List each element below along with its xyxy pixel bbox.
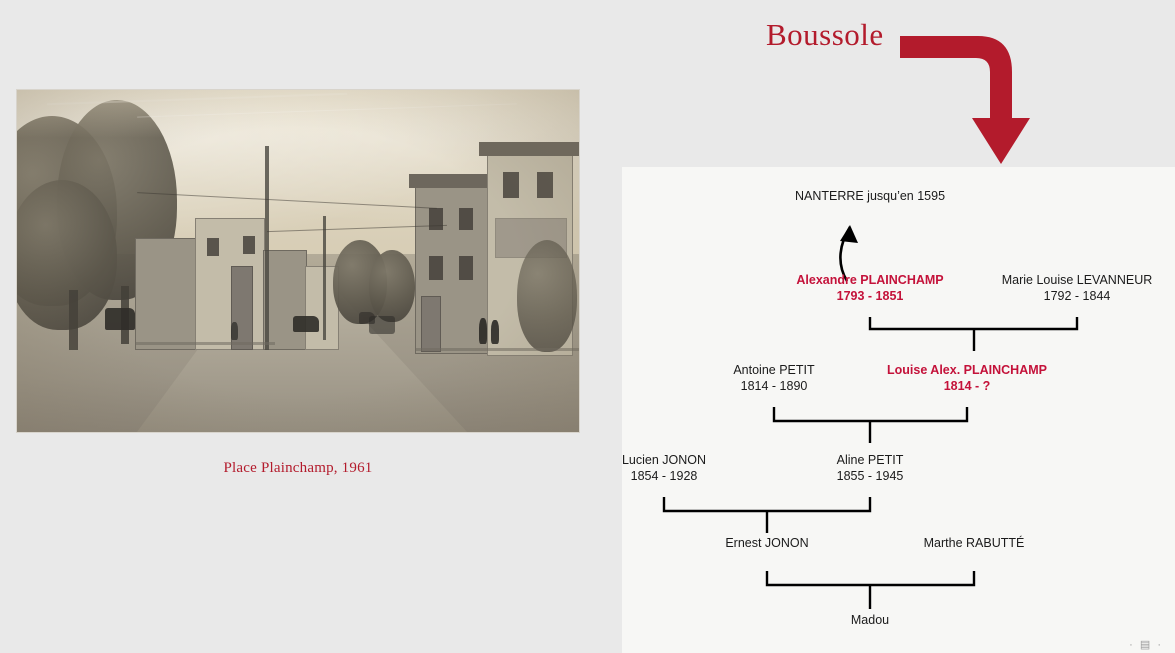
- node-name: Alexandre PLAINCHAMP: [796, 273, 944, 287]
- tree-icon: [369, 250, 415, 322]
- shop-doorway: [421, 296, 441, 352]
- window: [459, 256, 473, 280]
- node-dates: 1855 - 1945: [836, 468, 904, 483]
- tree-connectors: [622, 167, 1175, 653]
- node-dates: 1793 - 1851: [836, 288, 904, 303]
- node-name: Antoine PETIT: [733, 363, 815, 377]
- node-name: Ernest JONON: [725, 536, 809, 550]
- node-dates: 1814 - 1890: [740, 378, 808, 393]
- window: [503, 172, 519, 198]
- family-tree-panel: [622, 167, 1175, 653]
- window: [429, 256, 443, 280]
- node-name: Marie Louise LEVANNEUR: [1001, 273, 1153, 287]
- thick-down-arrow-icon: [900, 14, 1030, 174]
- kerb: [415, 348, 579, 351]
- photo-caption: Place Plainchamp, 1961: [223, 460, 373, 476]
- tree-node-aline-petit: [790, 453, 950, 484]
- window: [429, 208, 443, 230]
- up-arrow-head: [840, 225, 858, 243]
- tree-node-lucien-jonon: [622, 453, 744, 484]
- window: [243, 236, 255, 254]
- tree-node-ernest-jonon: [687, 536, 847, 552]
- tree-node-madou: [790, 613, 950, 629]
- kerb: [135, 342, 275, 345]
- tree-node-louise-alex-plainchamp: [887, 363, 1047, 394]
- utility-pole: [265, 146, 269, 350]
- window: [459, 208, 473, 230]
- node-dates: 1814 - ?: [943, 378, 991, 393]
- node-name: Louise Alex. PLAINCHAMP: [887, 363, 1047, 377]
- node-name: Marthe RABUTTÉ: [923, 536, 1025, 550]
- pedestrian: [491, 320, 499, 344]
- vehicle: [293, 316, 319, 332]
- pedestrian: [479, 318, 487, 344]
- slide-widget-remnant: · ▤ ·: [1129, 639, 1163, 651]
- tree-node-antoine-petit: [694, 363, 854, 394]
- tree-node-marthe-rabutte: [894, 536, 1054, 552]
- building: [263, 250, 307, 350]
- bicycle: [231, 322, 238, 340]
- node-name: Madou: [850, 613, 890, 627]
- boussole-label: Boussole: [766, 17, 884, 52]
- building: [135, 238, 197, 350]
- utility-pole: [323, 216, 326, 340]
- tree-node-marie-louise-levanneur: [997, 273, 1157, 304]
- roof: [479, 142, 579, 156]
- tree-node-root-note: [760, 189, 980, 205]
- tree-icon: [517, 240, 577, 352]
- tree-node-alexandre-plainchamp: [790, 273, 950, 304]
- window: [537, 172, 553, 198]
- window: [207, 238, 219, 256]
- vehicle: [105, 308, 135, 330]
- node-name: NANTERRE jusqu’en 1595: [794, 189, 946, 203]
- historical-street-photo: [17, 90, 579, 432]
- street-furniture: [369, 316, 395, 334]
- photo-block: [17, 90, 579, 477]
- node-name: Lucien JONON: [622, 453, 707, 467]
- tree-trunk: [69, 290, 78, 350]
- node-dates: 1854 - 1928: [630, 468, 698, 483]
- node-dates: 1792 - 1844: [1043, 288, 1111, 303]
- node-name: Aline PETIT: [836, 453, 904, 467]
